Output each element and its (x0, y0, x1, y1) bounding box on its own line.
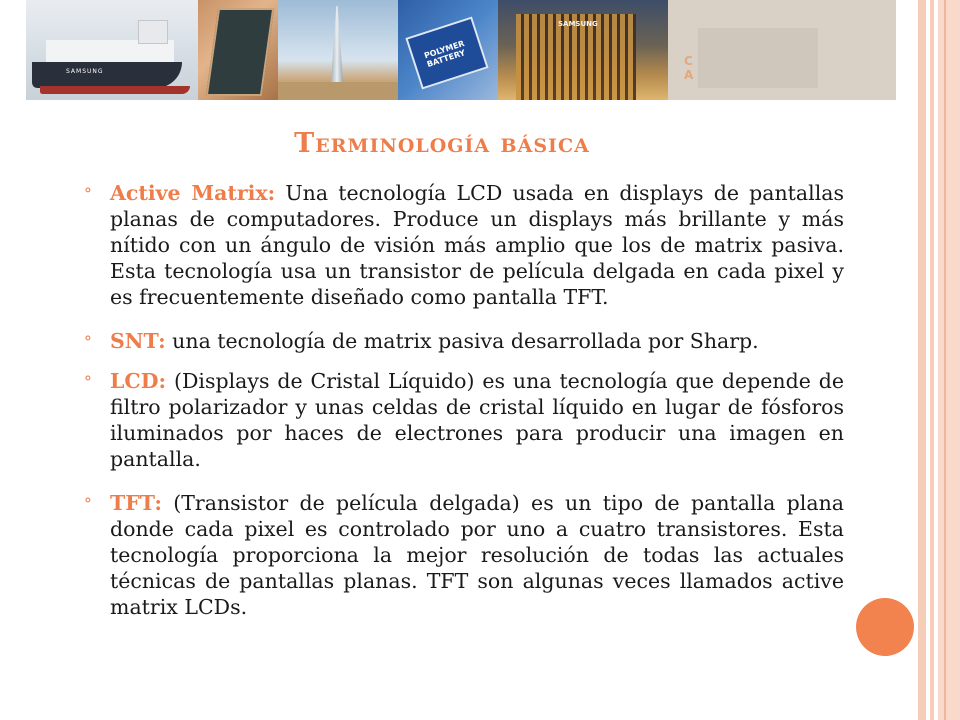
term-definition: (Displays de Cristal Líquido) es una tecnología que depende de filtro polarizador y unas celdas de cristal líquido en lugar de fósforos iluminados por haces de electrones para producir una imagen en pantalla. (110, 369, 844, 471)
term-label: TFT: (110, 491, 162, 515)
ring-bullet-icon: ⚬ (82, 331, 94, 347)
tower-photo (278, 0, 398, 100)
list-item (80, 180, 844, 310)
ring-bullet-icon: ⚬ (82, 493, 94, 509)
ship-name: SAMSUNG (66, 68, 104, 75)
ship-cabin (138, 20, 168, 44)
ring-bullet-icon: ⚬ (82, 183, 94, 199)
banner-corner-letters: C A (684, 54, 694, 82)
term-definition: (Transistor de película delgada) es un tipo de pantalla plana donde cada pixel es controlado por uno a cuatro transistores. Esta tecnología proporciona la mejor resolución de todas las actuales técnicas de pantallas planas. TFT son algunas veces llamados active matrix LCDs. (110, 491, 844, 619)
battery-label: POLYMER BATTERY (423, 38, 467, 69)
ship-photo (26, 0, 198, 100)
border-stripe (944, 0, 946, 720)
term-label: SNT: (110, 329, 166, 353)
term-label: LCD: (110, 369, 167, 393)
term-definition: una tecnología de matrix pasiva desarrollada por Sharp. (165, 329, 759, 353)
banner-grey-panel (668, 0, 896, 100)
building-photo (498, 0, 668, 100)
battery-photo (398, 0, 498, 100)
slide-title: Terminología básica (294, 128, 590, 159)
ship-keel (40, 86, 190, 94)
circuit-board-photo (198, 0, 278, 100)
city-base (278, 82, 398, 100)
term-label: Active Matrix: (110, 181, 276, 205)
list-item (80, 368, 844, 472)
ring-bullet-icon: ⚬ (82, 371, 94, 387)
panel-board (206, 8, 274, 96)
term-definition: Una tecnología LCD usada en displays de pantallas planas de computadores. Produce un displays más brillante y más nítido con un ángulo de visión más amplio que los de matrix pasiva. Esta tecnología usa un transistor de película delgada en cada pixel y es frecuentemente diseñado como pantalla TFT. (110, 181, 844, 309)
list-item (80, 328, 844, 354)
ship-hull (32, 62, 182, 88)
building-sign: SAMSUNG (558, 20, 598, 28)
header-banner (26, 0, 896, 100)
list-item (80, 490, 844, 620)
banner-grey-box (698, 28, 818, 88)
border-stripe (930, 0, 934, 720)
border-stripe (938, 0, 960, 720)
border-stripe (918, 0, 926, 720)
decorative-circle (856, 598, 914, 656)
definition-list (80, 180, 844, 638)
